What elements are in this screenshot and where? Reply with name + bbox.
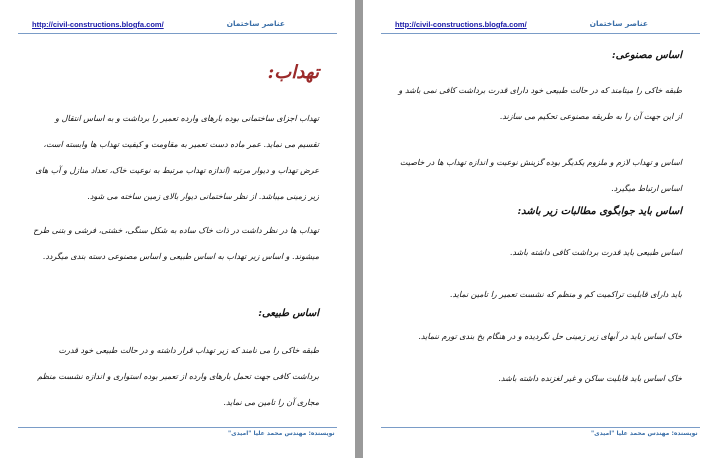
section-heading-foundation: تهداب: xyxy=(267,62,319,83)
paragraph: تهداب ها در نظر داشت در ذات خاک ساده به شکل سنگی، خشتی، فرشی و بتنی طرح میشوند. و اساس زیر تهداب به اساس طبیعی و اساس مصنوعی دسته بندی میگردد. xyxy=(33,226,319,261)
document-page-right xyxy=(363,0,718,458)
document-page-left xyxy=(0,0,355,458)
page-header xyxy=(18,19,337,34)
page-footer xyxy=(18,427,337,440)
page-header xyxy=(381,19,700,34)
footer-author: نویسنده: مهندس محمد علیا "امیدی" xyxy=(228,430,335,437)
header-title: عناصر ساختمان xyxy=(226,19,285,28)
paragraph: طبقه خاکی را میتامند که در حالت طبیعی خود دارای قدرت برداشت کافی نمی باشد و از این جهت آن را به طریقه مصنوعی تحکیم می سازند. xyxy=(398,86,682,121)
footer-author: نویسنده: مهندس محمد علیا "امیدی" xyxy=(591,430,698,437)
heading-requirements: اساس باید جوابگوی مطالبات زیر باشد: xyxy=(517,206,682,217)
subheading-natural-base: اساس طبیعی: xyxy=(258,308,319,319)
paragraph: طبقه خاکی را می نامند که زیر تهداب قرار داشته و در حالت طبیعی خود قدرت برداشت کافی جهت تحمل بارهای وارده از تعمیر بوده استواری و اندازه نشست منظم مجاری آن را تامین می نماید. xyxy=(37,346,319,407)
header-title: عناصر ساختمان xyxy=(589,19,648,28)
paragraph: اساس و تهداب لازم و ملزوم یکدیگر بوده گزینش نوعیت و اندازه تهداب ها در خاصیت اساس ارتباط میگیرد. xyxy=(399,158,682,193)
list-item: خاک اساس باید قابلیت ساکن و غیر لغزنده داشته باشد. xyxy=(498,374,682,383)
heading-artificial-base: اساس مصنوعی: xyxy=(611,50,682,61)
list-item: اساس طبیعی باید قدرت برداشت کافی داشته باشد. xyxy=(509,248,682,257)
page-footer xyxy=(381,427,700,440)
header-url-link[interactable]: http://civil-constructions.blogfa.com/ xyxy=(395,20,527,29)
list-item: خاک اساس باید در آبهای زیر زمینی حل نگردیده و در هنگام یخ بندی تورم ننماید. xyxy=(418,332,682,341)
header-url-link[interactable]: http://civil-constructions.blogfa.com/ xyxy=(32,20,164,29)
list-item: باید دارای قابلیت تراکمیت کم و منظم که نشست تعمیر را تامین نماید. xyxy=(449,290,682,299)
paragraph: تهداب اجزای ساختمانی بوده بارهای وارده تعمیر را برداشت و به اساس انتقال و تقسیم می نماید. عمر ماده دست تعمیر به مقاومت و کیفیت تهداب ها وابسته است، عرض تهداب و دیوار مرتبه (اندازه تهداب مرتبط به نوعیت خاک، تعداد منازل و آب های زیر زمینی میباشد. از نظر ساختمانی دیوار بالای زمین ساخته می شود. xyxy=(35,114,319,201)
